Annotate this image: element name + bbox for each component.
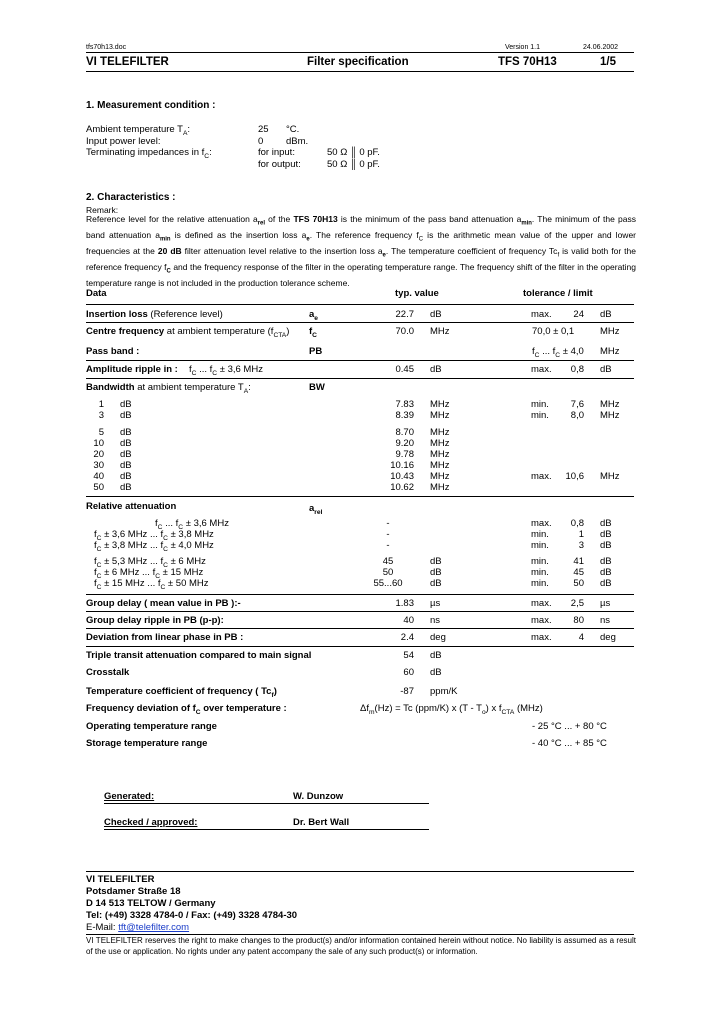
ra-row-limtype: max. <box>531 518 552 529</box>
bw-row-typ: 8.70 <box>395 427 414 438</box>
measurement-label-impedance: Terminating impedances in $f_C$: <box>86 147 212 160</box>
row-group-delay-label: Group delay ( mean value in PB ):- <box>86 598 241 609</box>
header-company: VI TELEFILTER <box>86 56 169 68</box>
row-op-temp-value: - 25 °C ... + 80 °C <box>532 721 607 732</box>
bw-row-typ: 10.43 <box>390 471 414 482</box>
footer-company: VI TELEFILTER <box>86 874 155 885</box>
bw-row-typ: 7.83 <box>395 399 414 410</box>
bw-row-typ: 9.20 <box>395 438 414 449</box>
row-insertion-loss-label: Insertion loss (Reference level) <box>86 309 223 320</box>
row-phase-limtype: max. <box>531 632 552 643</box>
row-divider <box>86 322 634 323</box>
checked-name: Dr. Bert Wall <box>293 817 350 828</box>
row-ripple-label: Amplitude ripple in : <box>86 364 178 375</box>
row-ripple-lim: 0,8 <box>570 364 584 375</box>
bw-row-level: 20 <box>93 449 104 460</box>
bw-row-typ: 10.16 <box>390 460 414 471</box>
row-phase-unit: deg <box>430 632 446 643</box>
row-triple-typ: 54 <box>403 650 414 661</box>
generated-name: W. Dunzow <box>293 791 344 802</box>
row-insertion-loss-limtype: max. <box>531 309 552 320</box>
bw-row-level: 30 <box>93 460 104 471</box>
bw-row-limtype: max. <box>531 471 552 482</box>
table-col-typ: typ. value <box>395 288 439 299</box>
bw-row-level-unit: dB <box>120 438 132 449</box>
row-divider <box>86 611 634 612</box>
bw-row-unit: MHz <box>430 482 450 493</box>
row-gd-ripple-limtype: max. <box>531 615 552 626</box>
ra-row-typ: 45 <box>382 556 394 567</box>
bw-row-level: 40 <box>93 471 104 482</box>
ra-row-limtype: min. <box>531 529 549 540</box>
row-triple-label: Triple transit attenuation compared to main signal <box>86 650 312 661</box>
row-insertion-loss-lim: 24 <box>573 309 584 320</box>
footer-street: Potsdamer Straße 18 <box>86 886 181 897</box>
bw-row-limunit: MHz <box>600 471 620 482</box>
ra-row-typ: - <box>386 518 390 529</box>
row-insertion-loss-unit: dB <box>430 309 442 320</box>
ra-row-condition: $f_C \pm 3,6$ MHz ... $f_C \pm 3,8$ MHz <box>94 529 214 542</box>
row-insertion-loss-sym: $a_e$ <box>309 309 318 322</box>
measurement-value-temp: 25 <box>258 124 269 135</box>
footer-rule-bottom <box>86 934 634 935</box>
row-group-delay-limunit: µs <box>600 598 611 609</box>
row-divider <box>86 378 634 379</box>
row-gd-ripple-lim: 80 <box>573 615 584 626</box>
bw-row-unit: MHz <box>430 460 450 471</box>
footer-email-link[interactable]: tft@telefilter.com <box>118 922 190 933</box>
bw-row-unit: MHz <box>430 427 450 438</box>
bw-row-unit: MHz <box>430 438 450 449</box>
ra-row-condition: $f_C \pm 15$ MHz ... $f_C \pm 50$ MHz <box>94 578 209 591</box>
bw-row-unit: MHz <box>430 410 450 421</box>
row-pass-band-lim: $f_C$ ... $f_C \pm 4,0$ <box>532 346 584 359</box>
ra-row-typ: 50 <box>382 567 394 578</box>
bw-row-lim: 10,6 <box>565 471 584 482</box>
ra-row-typ: 55...60 <box>373 578 403 589</box>
bw-row-level: 3 <box>98 410 104 421</box>
row-group-delay-typ: 1.83 <box>395 598 414 609</box>
bw-row-limunit: MHz <box>600 410 620 421</box>
row-storage-temp-value: - 40 °C ... + 85 °C <box>532 738 607 749</box>
measurement-label-temp: Ambient temperature $T_A$: <box>86 124 191 137</box>
row-ripple-unit: dB <box>430 364 442 375</box>
row-crosstalk-typ: 60 <box>403 667 414 678</box>
measurement-value-input: for input: <box>258 147 295 158</box>
header-rule-bottom <box>86 71 634 72</box>
header-rule-top <box>86 52 634 53</box>
measurement-unit-input: 50 Ω ║ 0 pF. <box>327 147 380 158</box>
ra-row-limtype: min. <box>531 578 549 589</box>
row-freq-dev-formula: $\Delta f_m(Hz) = Tc$ (ppm/K) x $(T - T_o)$ x $f_{CTA}$ (MHz) <box>360 703 543 716</box>
footer-rule <box>86 871 634 872</box>
bw-row-level: 10 <box>93 438 104 449</box>
bw-row-lim: 8,0 <box>570 410 584 421</box>
ra-row-lim: 0,8 <box>570 518 584 529</box>
bw-row-level-unit: dB <box>120 410 132 421</box>
row-insertion-loss-limunit: dB <box>600 309 612 320</box>
row-storage-temp-label: Storage temperature range <box>86 738 208 749</box>
bw-row-lim: 7,6 <box>570 399 584 410</box>
row-rel-att-sym: $a_{rel}$ <box>309 503 323 516</box>
measurement-label-power: Input power level: <box>86 136 161 147</box>
row-tc-label: Temperature coefficient of frequency ( $Tc_f$) <box>86 686 277 699</box>
header-page: 1/5 <box>600 56 616 68</box>
bw-row-limunit: MHz <box>600 399 620 410</box>
bw-row-level-unit: dB <box>120 471 132 482</box>
remark-paragraph: Reference level for the relative attenuation $a_{rel}$ of the TFS 70H13 is the minimum of the pass band attenuation $a_{min}$. The minimum of the pass band attenuation $a_{min}$ is defined as the insertion loss $a_e$. The reference frequency $f_C$ is the arithmetic mean value of the upper and lower frequencies at the 20 dB filter attenuation level relative to the insertion loss $a_e$. The temperature coefficient of frequency $Tc_f$ is valid both for the reference frequency $f_C$ and the frequency response of the filter in the operating temperature range. The frequency shift of the filter in the operating temperature range is not included in the production tolerance scheme. <box>86 214 637 288</box>
footer-phone: Tel: (+49) 3328 4784-0 / Fax: (+49) 3328 4784-30 <box>86 910 298 921</box>
bw-row-limtype: min. <box>531 410 549 421</box>
ra-row-condition: $f_C \pm 5,3$ MHz ... $f_C \pm 6$ MHz <box>94 556 206 569</box>
row-divider <box>86 360 634 361</box>
ra-row-limunit: dB <box>600 578 612 589</box>
bw-row-limtype: min. <box>531 399 549 410</box>
bw-row-level-unit: dB <box>120 427 132 438</box>
ra-row-lim: 50 <box>573 578 584 589</box>
measurement-value-output: for output: <box>258 159 301 170</box>
ra-row-condition: $f_C \pm 6$ MHz ... $f_C \pm 15$ MHz <box>94 567 204 580</box>
ra-row-condition: $f_C$ ... $f_C \pm 3,6$ MHz <box>155 518 229 531</box>
row-pass-band-limunit: MHz <box>600 346 620 357</box>
row-gd-ripple-limunit: ns <box>600 615 611 626</box>
characteristics-title: 2. Characteristics : <box>86 192 176 203</box>
row-tc-unit: ppm/K <box>430 686 458 697</box>
row-pass-band-sym: PB <box>309 346 323 357</box>
row-divider <box>86 646 634 647</box>
row-phase-lim: 4 <box>578 632 584 643</box>
measurement-unit-temp: °C. <box>286 124 300 135</box>
bw-row-unit: MHz <box>430 449 450 460</box>
ra-row-condition: $f_C \pm 3,8$ MHz ... $f_C \pm 4,0$ MHz <box>94 540 214 553</box>
table-rule <box>86 304 634 305</box>
bw-row-level-unit: dB <box>120 449 132 460</box>
ra-row-limunit: dB <box>600 529 612 540</box>
ra-row-limunit: dB <box>600 540 612 551</box>
row-gd-ripple-unit: ns <box>430 615 441 626</box>
row-rel-att-label: Relative attenuation <box>86 501 177 512</box>
row-freq-dev-label: Frequency deviation of $f_C$ over temperature : <box>86 703 287 716</box>
row-tc-typ: -87 <box>400 686 414 697</box>
row-centre-freq-lim: 70,0 ± 0,1 <box>532 326 575 337</box>
bw-row-level: 50 <box>93 482 104 493</box>
bw-row-typ: 10.62 <box>390 482 414 493</box>
row-ripple-limtype: max. <box>531 364 552 375</box>
row-phase-typ: 2.4 <box>400 632 414 643</box>
ra-row-limunit: dB <box>600 518 612 529</box>
ra-row-typ: - <box>386 529 390 540</box>
row-gd-ripple-label: Group delay ripple in PB (p-p): <box>86 615 224 626</box>
ra-row-lim: 3 <box>578 540 584 551</box>
ra-row-lim: 1 <box>578 529 584 540</box>
ra-row-limtype: min. <box>531 540 549 551</box>
bw-row-level: 5 <box>98 427 104 438</box>
row-op-temp-label: Operating temperature range <box>86 721 217 732</box>
measurement-title: 1. Measurement condition : <box>86 100 216 111</box>
generated-label: Generated: <box>104 791 155 802</box>
bw-row-typ: 8.39 <box>395 410 414 421</box>
ra-row-lim: 45 <box>573 567 584 578</box>
generated-line <box>104 803 429 804</box>
row-crosstalk-label: Crosstalk <box>86 667 130 678</box>
row-centre-freq-limunit: MHz <box>600 326 620 337</box>
row-divider <box>86 496 634 497</box>
row-crosstalk-unit: dB <box>430 667 442 678</box>
footer-disclaimer: VI TELEFILTER reserves the right to make changes to the product(s) and/or information contained herein without notice. No liability is assumed as a result of the use or application. No rights under any patent accompany the sale of any such product(s) or information. <box>86 936 636 956</box>
doc-version: Version 1.1 <box>505 44 541 51</box>
table-col-data: Data <box>86 288 107 299</box>
ra-row-unit: dB <box>430 567 442 578</box>
row-gd-ripple-typ: 40 <box>403 615 414 626</box>
ra-row-limunit: dB <box>600 567 612 578</box>
row-pass-band-label: Pass band : <box>86 346 140 357</box>
doc-filename: tfs70h13.doc <box>86 44 127 51</box>
bw-row-level-unit: dB <box>120 399 132 410</box>
measurement-unit-power: dBm. <box>286 136 309 147</box>
row-divider <box>86 628 634 629</box>
bw-row-level: 1 <box>98 399 104 410</box>
footer-email-line: E-Mail: tft@telefilter.com <box>86 922 190 933</box>
table-col-tol: tolerance / limit <box>523 288 593 299</box>
row-centre-freq-sym: $f_C$ <box>309 326 317 339</box>
row-centre-freq-unit: MHz <box>430 326 450 337</box>
row-ripple-cond: $f_C$ ... $f_C \pm 3,6$ MHz <box>189 364 263 377</box>
row-divider <box>86 594 634 595</box>
measurement-value-power: 0 <box>258 136 264 147</box>
doc-date: 24.06.2002 <box>583 44 619 51</box>
row-group-delay-limtype: max. <box>531 598 552 609</box>
header-doc-title: Filter specification <box>307 56 409 68</box>
ra-row-limunit: dB <box>600 556 612 567</box>
bw-row-unit: MHz <box>430 471 450 482</box>
ra-row-unit: dB <box>430 578 442 589</box>
row-bandwidth-sym: BW <box>309 382 325 393</box>
measurement-unit-output: 50 Ω ║ 0 pF. <box>327 159 380 170</box>
header-product: TFS 70H13 <box>498 56 557 68</box>
bw-row-typ: 9.78 <box>395 449 414 460</box>
checked-label: Checked / approved: <box>104 817 198 828</box>
ra-row-unit: dB <box>430 556 442 567</box>
row-bandwidth-label: Bandwidth at ambient temperature $T_A$: <box>86 382 251 395</box>
bw-row-level-unit: dB <box>120 482 132 493</box>
ra-row-typ: - <box>386 540 390 551</box>
row-insertion-loss-typ: 22.7 <box>395 309 414 320</box>
ra-row-lim: 41 <box>573 556 584 567</box>
row-group-delay-lim: 2,5 <box>570 598 584 609</box>
row-phase-label: Deviation from linear phase in PB : <box>86 632 244 643</box>
ra-row-limtype: min. <box>531 556 549 567</box>
checked-line <box>104 829 429 830</box>
ra-row-limtype: min. <box>531 567 549 578</box>
row-ripple-typ: 0.45 <box>395 364 414 375</box>
footer-city: D 14 513 TELTOW / Germany <box>86 898 216 909</box>
row-triple-unit: dB <box>430 650 442 661</box>
bw-row-level-unit: dB <box>120 460 132 471</box>
row-phase-limunit: deg <box>600 632 616 643</box>
row-centre-freq-label: Centre frequency at ambient temperature $(f_{CTA})$ <box>86 326 290 339</box>
bw-row-unit: MHz <box>430 399 450 410</box>
row-ripple-limunit: dB <box>600 364 612 375</box>
remark-label: Remark: <box>86 205 119 215</box>
row-group-delay-unit: µs <box>430 598 441 609</box>
row-centre-freq-typ: 70.0 <box>395 326 414 337</box>
